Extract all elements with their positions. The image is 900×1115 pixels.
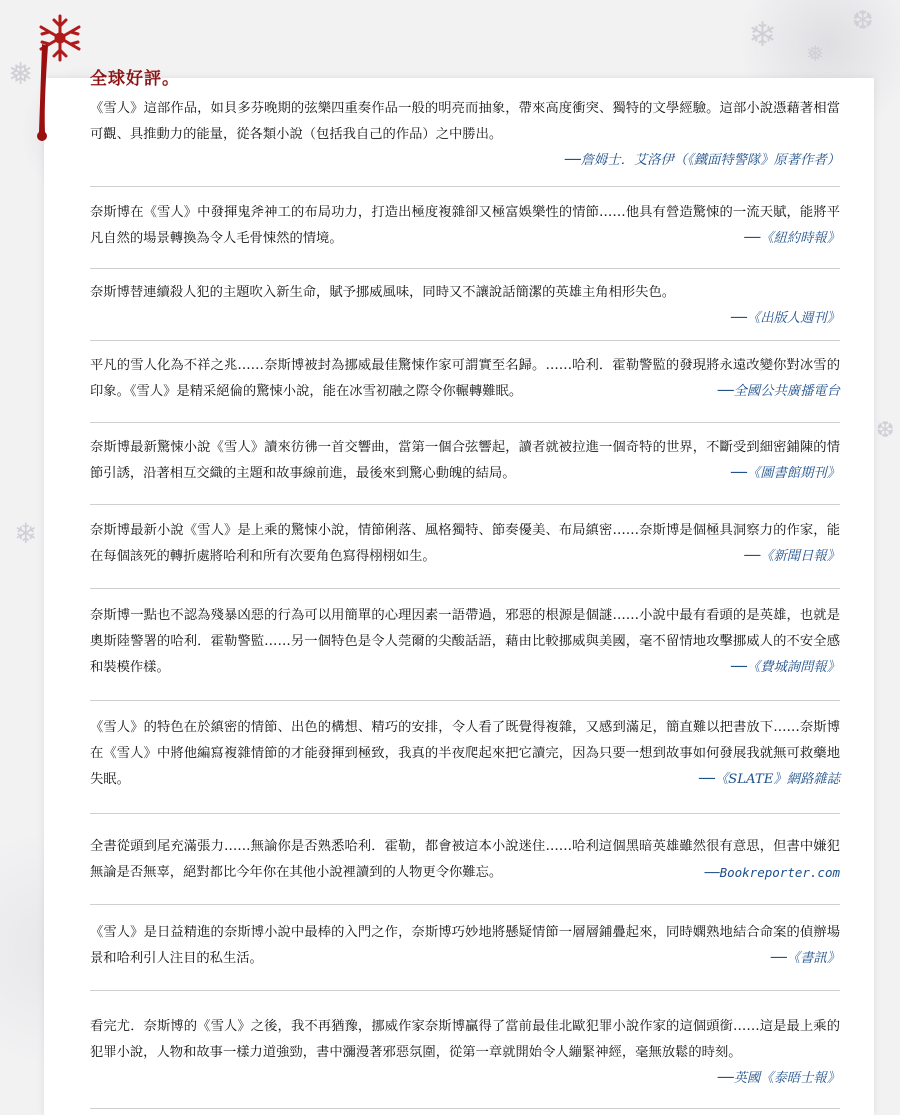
review-text	[90, 834, 840, 886]
review-text-body: 全書從頭到尾充滿張力……無論你是否熟悉哈利．霍勒，都會被這本小說迷住……哈利這個黑暗英雄雖然很有意思，但書中嫌犯無論是否無辜，絕對都比今年你在其他小說裡讀到的人物更令你難忘。	[90, 839, 840, 880]
review-text	[90, 200, 840, 252]
review-item	[90, 353, 840, 405]
review-text: 奈斯博替連續殺人犯的主題吹入新生命，賦予挪威風味，同時又不讓說話簡潔的英雄主角相形失色。	[90, 285, 676, 300]
snowflake-decor-icon: ❆	[876, 418, 895, 443]
review-text-body: 看完尤．奈斯博的《雪人》之後，我不再猶豫，挪威作家奈斯博贏得了當前最佳北歐犯罪小說作家的這個頭銜……這是最上乘的犯罪小說，人物和故事一樣力道強勁，書中瀰漫著邪惡氛圍，從第一章就開始令人繃緊神經，毫無放鬆的時刻。	[90, 1019, 840, 1060]
snowflake-blood-icon	[26, 14, 96, 174]
review-text-body: 奈斯博一點也不認為殘暴凶惡的行為可以用簡單的心理因素一語帶過，邪惡的根源是個謎……小說中最有看頭的是英雄，也就是奧斯陸警署的哈利．霍勒警監……另一個特色是令人莞爾的尖酸話語，藉由比較挪威與美國，毫不留情地攻擊挪威人的不安全感和裝模作樣。	[90, 608, 840, 675]
page-header	[26, 14, 246, 89]
review-source: ──全國公共廣播電台	[717, 384, 840, 399]
divider	[90, 588, 840, 589]
review-text-body: 奈斯博最新驚悚小說《雪人》讀來彷彿一首交響曲，當第一個合弦響起，讀者就被拉進一個奇特的世界，不斷受到細密鋪陳的情節引誘，沿著相互交織的主題和故事線前進，最後來到驚心動魄的結局。	[90, 440, 840, 481]
review-text	[90, 920, 840, 972]
review-text	[90, 353, 840, 405]
review-item	[90, 518, 840, 570]
review-source: ──《SLATE》網路雜誌	[698, 772, 840, 787]
review-item	[90, 96, 840, 172]
review-text-body: 奈斯博在《雪人》中發揮鬼斧神工的布局功力，打造出極度複雜卻又極富娛樂性的情節……他具有營造驚悚的一流天賦，能將平凡自然的場景轉換為令人毛骨悚然的情境。	[90, 205, 840, 246]
review-item	[90, 920, 840, 972]
review-item	[90, 603, 840, 681]
divider	[90, 700, 840, 701]
review-text	[90, 518, 840, 570]
review-text	[90, 435, 840, 487]
review-text	[90, 715, 840, 793]
review-text-body: 奈斯博最新小說《雪人》是上乘的驚悚小說，情節俐落、風格獨特、節奏優美、布局縝密……奈斯博是個極具洞察力的作家，能在每個該死的轉折處將哈利和所有次要角色寫得栩栩如生。	[90, 523, 840, 564]
review-text	[90, 603, 840, 681]
divider	[90, 904, 840, 905]
review-item	[90, 1014, 840, 1092]
snowflake-decor-icon: ❅	[806, 42, 825, 67]
divider	[90, 422, 840, 423]
review-text-body: 《雪人》的特色在於縝密的情節、出色的構想、精巧的安排，令人看了既覺得複雜，又感到滿足，簡直難以把書放下……奈斯博在《雪人》中將他編寫複雜情節的才能發揮到極致，我真的半夜爬起來把它讀完，因為只要一想到故事如何發展我就無可救藥地失眠。	[90, 720, 840, 787]
snowflake-decor-icon: ❄	[14, 517, 38, 550]
snowflake-decor-icon: ❄	[748, 15, 777, 55]
divider	[90, 813, 840, 814]
divider	[90, 990, 840, 991]
review-source: ──詹姆士．艾洛伊（《鐵面特警隊》原著作者）	[564, 153, 840, 168]
divider	[90, 268, 840, 269]
review-source: ──Bookreporter.com	[704, 865, 840, 880]
divider	[90, 504, 840, 505]
review-source: ──英國《泰晤士報》	[717, 1071, 840, 1086]
review-item	[90, 715, 840, 793]
review-source: ──《費城詢問報》	[730, 660, 840, 675]
review-source: ──《紐約時報》	[744, 231, 840, 246]
review-item	[90, 834, 840, 886]
divider	[90, 1108, 840, 1109]
review-source: ──《出版人週刊》	[730, 311, 840, 326]
review-source: ──《圖書館期刊》	[730, 466, 840, 481]
review-text-body: 《雪人》是日益精進的奈斯博小說中最棒的入門之作，奈斯博巧妙地將懸疑情節一層層鋪疊起來，同時嫻熟地結合命案的偵辦場景和哈利引人注目的私生活。	[90, 925, 840, 966]
review-text-body: 平凡的雪人化為不祥之兆……奈斯博被封為挪威最佳驚悚作家可謂實至名歸。……哈利．霍勒警監的發現將永遠改變你對冰雪的印象。《雪人》是精采絕倫的驚悚小說，能在冰雪初融之際令你輾轉難眠。	[90, 358, 840, 399]
snowflake-decor-icon: ❆	[852, 6, 874, 36]
review-source: ──《書訊》	[770, 951, 840, 966]
review-text	[90, 1014, 840, 1086]
review-item	[90, 200, 840, 252]
review-source: ──《新聞日報》	[744, 549, 840, 564]
snowflake-decor-icon: ❅	[8, 57, 34, 92]
review-item	[90, 435, 840, 487]
review-item	[90, 280, 840, 330]
divider	[90, 340, 840, 341]
review-text: 《雪人》這部作品，如貝多芬晚期的弦樂四重奏作品一般的明亮而抽象，帶來高度衝突、獨特的文學經驗。這部小說憑藉著相當可觀、具推動力的能量，從各類小說（包括我自己的作品）之中勝出。	[90, 101, 840, 142]
page-title: 全球好評。	[90, 69, 180, 89]
divider	[90, 186, 840, 187]
